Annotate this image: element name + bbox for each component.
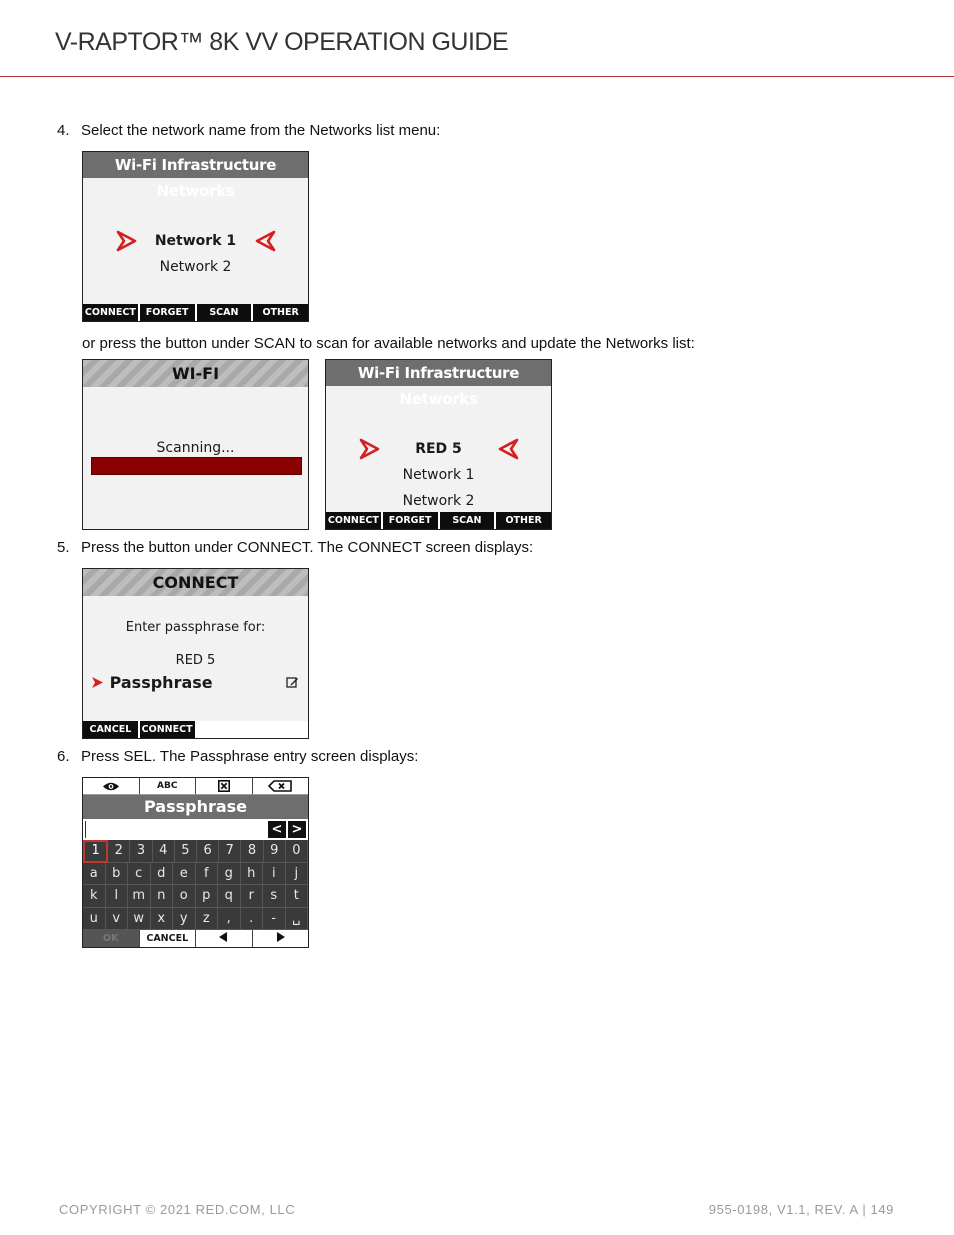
network-name: RED 5 [175, 653, 216, 668]
softkey-bar [83, 721, 308, 738]
keyboard-key[interactable]: t [286, 885, 309, 908]
softkey-bar [83, 304, 308, 321]
document-title: V-RAPTOR™ 8K VV OPERATION GUIDE [55, 28, 509, 56]
footer-doc-reference: 955-0198, V1.1, REV. A | 149 [708, 1202, 894, 1217]
keyboard-key[interactable]: 8 [241, 840, 263, 863]
step-text: Select the network name from the Networks list menu: [81, 122, 441, 139]
ok-softkey[interactable]: OK [83, 930, 140, 947]
empty-softkey [197, 721, 252, 738]
connect-screen [82, 568, 309, 739]
keyboard-key[interactable]: a [83, 863, 106, 886]
cursor-left-button[interactable]: < [268, 821, 286, 838]
selection-arrow-icon [91, 676, 104, 689]
keyboard-key[interactable]: r [241, 885, 264, 908]
keyboard-key[interactable]: v [106, 908, 129, 931]
step-text: Press the button under CONNECT. The CONNECT screen displays: [81, 539, 534, 556]
passphrase-input[interactable] [83, 819, 308, 840]
title-divider [0, 76, 954, 77]
passphrase-field[interactable] [91, 673, 213, 692]
scan-note: or press the button under SCAN to scan for available networks and update the Networks list: [82, 335, 695, 352]
footer-copyright: COPYRIGHT © 2021 RED.COM, LLC [59, 1202, 296, 1217]
backspace-button[interactable] [253, 778, 309, 794]
cancel-softkey[interactable]: CANCEL [83, 721, 138, 738]
keyboard-toolbar [83, 778, 308, 795]
network-item[interactable]: Network 2 [402, 493, 475, 509]
clear-box-icon [218, 780, 230, 792]
keyboard-key[interactable]: s [263, 885, 286, 908]
scan-progress-bar [91, 457, 302, 475]
keyboard-key[interactable]: q [218, 885, 241, 908]
keyboard-key[interactable]: e [173, 863, 196, 886]
connect-softkey[interactable]: CONNECT [326, 512, 381, 529]
keyboard-key[interactable]: y [173, 908, 196, 931]
triangle-left-icon [219, 932, 228, 942]
keyboard-key[interactable]: h [241, 863, 264, 886]
network-item[interactable]: Network 2 [159, 259, 232, 275]
keyboard-key[interactable]: 9 [264, 840, 286, 863]
keyboard-key[interactable]: g [218, 863, 241, 886]
passphrase-prompt: Enter passphrase for: [125, 620, 266, 635]
keyboard-key[interactable]: c [128, 863, 151, 886]
keyboard-key[interactable]: o [173, 885, 196, 908]
keyboard-row [83, 908, 308, 931]
screen-header: Wi-Fi Infrastructure Networks [83, 152, 308, 178]
keyboard-key[interactable]: x [151, 908, 174, 931]
screen-header: Wi-Fi Infrastructure Networks [326, 360, 551, 386]
keyboard-key[interactable]: ␣ [286, 908, 309, 931]
keyboard-mode-button[interactable]: ABC [140, 778, 197, 794]
keyboard-key[interactable]: 6 [197, 840, 219, 863]
keyboard-grid [83, 840, 308, 930]
wifi-scanning-screen [82, 359, 309, 530]
text-cursor [85, 821, 86, 838]
keyboard-key[interactable]: k [83, 885, 106, 908]
keyboard-key[interactable]: 4 [153, 840, 175, 863]
clear-button[interactable] [196, 778, 253, 794]
other-softkey[interactable]: OTHER [253, 304, 308, 321]
passphrase-keyboard-screen [82, 777, 309, 948]
keyboard-key[interactable]: 3 [130, 840, 152, 863]
step-number: 6. [57, 748, 70, 765]
cursor-right-button[interactable]: > [288, 821, 306, 838]
keyboard-key[interactable]: f [196, 863, 219, 886]
screen-header: CONNECT [83, 569, 308, 596]
keyboard-key[interactable]: b [106, 863, 129, 886]
eye-icon [102, 781, 120, 792]
network-item-selected[interactable]: Network 1 [154, 233, 237, 249]
keyboard-key[interactable]: 1 [83, 840, 108, 863]
forget-softkey[interactable]: FORGET [383, 512, 438, 529]
keyboard-key[interactable]: 7 [219, 840, 241, 863]
passphrase-field-label: Passphrase [109, 673, 213, 692]
keyboard-softkey-bar [83, 930, 308, 947]
connect-softkey[interactable]: CONNECT [140, 721, 195, 738]
connect-softkey[interactable]: CONNECT [83, 304, 138, 321]
move-right-softkey[interactable] [253, 930, 309, 947]
network-item-selected[interactable]: RED 5 [415, 441, 462, 457]
network-list [83, 228, 308, 280]
keyboard-key[interactable]: - [263, 908, 286, 931]
cancel-softkey[interactable]: CANCEL [140, 930, 197, 947]
step-number: 4. [57, 122, 70, 139]
step-6 [57, 748, 418, 765]
step-number: 5. [57, 539, 70, 556]
backspace-icon [268, 780, 292, 792]
keyboard-key[interactable]: . [241, 908, 264, 931]
move-left-softkey[interactable] [196, 930, 253, 947]
keyboard-key[interactable]: 2 [108, 840, 130, 863]
networks-list-updated-screen [325, 359, 552, 530]
keyboard-key[interactable]: m [128, 885, 151, 908]
network-item[interactable]: Network 1 [402, 467, 475, 483]
networks-list-screen [82, 151, 309, 322]
keyboard-key[interactable]: 0 [286, 840, 308, 863]
keyboard-key[interactable]: u [83, 908, 106, 931]
keyboard-row [83, 885, 308, 908]
network-list [326, 436, 551, 514]
scanning-status: Scanning... [156, 440, 235, 456]
screen-header: WI-FI [83, 360, 308, 387]
keyboard-key[interactable]: 5 [175, 840, 197, 863]
keyboard-key[interactable]: p [196, 885, 219, 908]
triangle-right-icon [276, 932, 285, 942]
edit-icon [286, 676, 299, 689]
keyboard-key[interactable]: w [128, 908, 151, 931]
empty-softkey [253, 721, 308, 738]
softkey-bar [326, 512, 551, 529]
other-softkey[interactable]: OTHER [496, 512, 551, 529]
keyboard-key[interactable]: , [218, 908, 241, 931]
keyboard-key[interactable]: i [263, 863, 286, 886]
step-4 [57, 122, 440, 139]
keyboard-key[interactable]: d [151, 863, 174, 886]
keyboard-row [83, 840, 308, 863]
keyboard-key[interactable]: j [286, 863, 309, 886]
keyboard-row [83, 863, 308, 886]
keyboard-key[interactable]: n [151, 885, 174, 908]
scan-softkey[interactable]: SCAN [197, 304, 252, 321]
scan-softkey[interactable]: SCAN [440, 512, 495, 529]
keyboard-key[interactable]: l [106, 885, 129, 908]
forget-softkey[interactable]: FORGET [140, 304, 195, 321]
keyboard-title: Passphrase [83, 795, 308, 819]
show-password-button[interactable] [83, 778, 140, 794]
step-5 [57, 539, 533, 556]
step-text: Press SEL. The Passphrase entry screen displays: [81, 748, 419, 765]
keyboard-key[interactable]: z [196, 908, 219, 931]
